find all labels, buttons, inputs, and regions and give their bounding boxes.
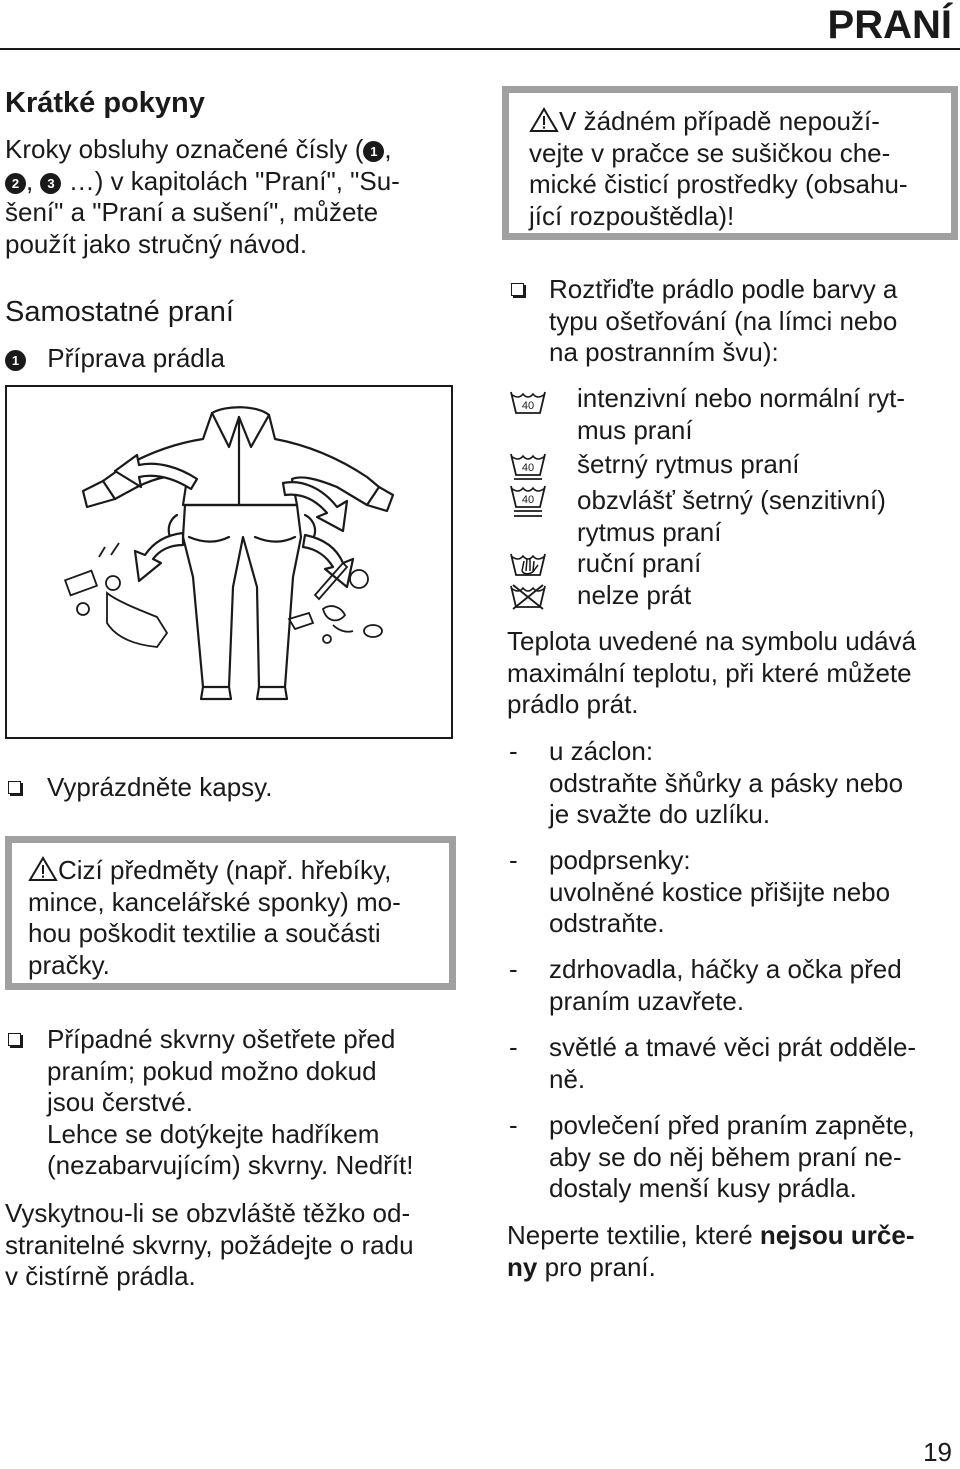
quick-line-4: použít jako stručný návod. [5, 228, 308, 259]
symbol-intensive-text: intenzivní nebo normální ryt- mus praní [577, 383, 906, 445]
section-heading-separate: Samostatné praní [5, 296, 234, 328]
quick-line-3: šení" a "Praní a sušení", můžete [5, 197, 379, 227]
stains-text: Případné skvrny ošetřete před praním; pokud možno dokud jsou čerstvé. Lehce se dotýkejte hadříkem (nezabarvujícím) skvrny. Nedřít! [47, 1024, 414, 1180]
quick-line-1: Kroky obsluhy označené čísly ( 1 , [5, 134, 392, 164]
overall-garment-illustration [7, 387, 451, 737]
warning-line-4: pračky. [28, 949, 110, 980]
warning-line-3: mické čisticí prostředky (obsahu- [529, 169, 908, 199]
symbol-gentle-text: šetrný rytmus praní [577, 449, 800, 479]
step-label: Příprava prádla [47, 343, 225, 373]
warning-box-foreign-objects [5, 836, 456, 990]
list-item-bras: podprsenky: uvolněné kostice přišijte nebo odstraňte. [549, 845, 891, 938]
list-item-curtains: u záclon: odstraňte šňůrky a pásky nebo je svažte do uzlíku. [549, 736, 904, 829]
step-number-badge: 3 [40, 173, 61, 194]
step-heading [5, 343, 450, 375]
list-dash: - [509, 954, 518, 984]
list-item-colors: světlé a tmavé věci prát odděle- ně. [549, 1032, 917, 1094]
empty-pockets-text: Vyprázdněte kapsy. [47, 772, 273, 802]
warning-line-3: hou poškodit textilie a součásti [28, 918, 381, 948]
svg-text:40: 40 [521, 462, 535, 474]
step-number-badge: 1 [363, 141, 384, 162]
symbol-no-wash-text: nelze prát [577, 580, 692, 610]
warning-line-2: vejte v pračce se sušičkou che- [529, 137, 891, 168]
list-item-bedding: povlečení před praním zapněte, aby se do něj během praní ne- dostaly menší kusy prádla. [549, 1110, 915, 1203]
checkbox-bullet [511, 283, 524, 296]
svg-text:40: 40 [521, 400, 535, 412]
warning-line-1: V žádném případě nepouží- [529, 106, 951, 138]
hand-wash-symbol-icon [508, 551, 548, 579]
list-dash: - [509, 845, 518, 875]
checkbox-bullet [8, 1033, 21, 1046]
stubborn-stains-paragraph: Vyskytnou-li se obzvláště těžko od- stranitelné skvrny, požádejte o radu v čistírně prádla. [5, 1198, 414, 1291]
wash-extra-gentle-symbol-icon [508, 483, 548, 519]
quick-line-2: 2 , 3 …) v kapitolách "Praní", "Su- [5, 166, 450, 198]
wash-gentle-symbol-icon [508, 451, 548, 483]
page-title: PRANÍ [827, 3, 952, 47]
warning-line-1: Cizí předměty (např. hřebíky, [28, 855, 449, 887]
list-dash: - [509, 1032, 518, 1062]
warning-line-2: mince, kancelářské sponky) mo- [28, 886, 401, 917]
symbol-extra-gentle-text: obzvlášť šetrný (senzitivní) rytmus praní [577, 485, 886, 547]
sort-laundry-text: Roztřiďte prádlo podle barvy a typu ošetřování (na límci nebo na postranním švu): [549, 274, 898, 367]
svg-text:40: 40 [521, 494, 535, 506]
list-dash: - [509, 1110, 518, 1140]
wash-normal-symbol-icon [508, 389, 548, 417]
empty-pockets-illustration [5, 385, 453, 739]
section-heading-quick: Krátké pokyny [5, 87, 205, 119]
warning-triangle-icon [28, 856, 58, 882]
page-number: 19 [923, 1437, 952, 1467]
list-item-zippers: zdrhovadla, háčky a očka před praním uzavřete. [549, 954, 902, 1016]
temperature-note: Teplota uvedené na symbolu udává maximální teplotu, při které můžete prádlo prát. [507, 626, 917, 719]
step-number-badge: 1 [5, 350, 26, 371]
do-not-wash-symbol-icon [508, 583, 548, 611]
header-rule [0, 48, 960, 50]
step-number-badge: 2 [5, 173, 26, 194]
quick-paragraph [5, 134, 450, 260]
list-dash: - [509, 736, 518, 766]
warning-triangle-icon [529, 107, 559, 133]
warning-box-solvents [502, 86, 958, 240]
checkbox-bullet [8, 781, 21, 794]
warning-line-4: jící rozpouštědla)! [529, 200, 735, 231]
symbol-hand-wash-text: ruční praní [577, 548, 702, 578]
final-note: Neperte textilie, které nejsou urče- ny pro praní. [507, 1220, 915, 1282]
